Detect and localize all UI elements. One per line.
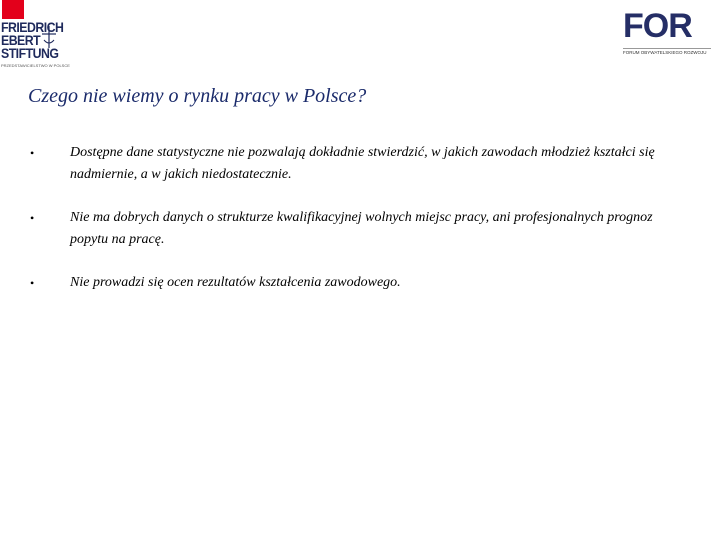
bullet-text: Nie ma dobrych danych o strukturze kwalifikacyjnej wolnych miejsc pracy, ani profesjonalnych prognoz popytu na pracę. — [70, 210, 653, 247]
bullet-item — [30, 272, 690, 294]
slide-title: Czego nie wiemy o rynku pracy w Polsce? — [28, 85, 367, 107]
bullet-item — [30, 207, 690, 251]
bullet-list — [30, 142, 690, 315]
logo-subtitle: PRZEDSTAWICIELSTWO W POLSCE — [1, 63, 70, 68]
emblem-icon — [40, 24, 58, 50]
for-logo — [620, 8, 712, 58]
bullet-marker: • — [30, 276, 35, 290]
logo-line-1: FRIEDRICH — [1, 19, 64, 35]
logo-line-3: STIFTUNG — [1, 45, 59, 61]
friedrich-ebert-stiftung-logo — [0, 0, 78, 70]
bullet-text: Dostępne dane statystyczne nie pozwalają dokładnie stwierdzić, w jakich zawodach młodzież kształci się nadmiernie, a w jakich niedostatecznie. — [70, 145, 655, 182]
bullet-text: Nie prowadzi się ocen rezultatów kształcenia zawodowego. — [70, 275, 401, 290]
bullet-marker: • — [30, 146, 35, 160]
bullet-item — [30, 142, 690, 186]
for-logo-subtitle: FORUM OBYWATELSKIEGO ROZWOJU — [623, 48, 711, 56]
logo-line-2: EBERT — [1, 32, 41, 48]
bullet-marker: • — [30, 211, 35, 225]
for-logo-mark: FOR — [623, 7, 692, 45]
red-bar-icon — [2, 0, 24, 19]
